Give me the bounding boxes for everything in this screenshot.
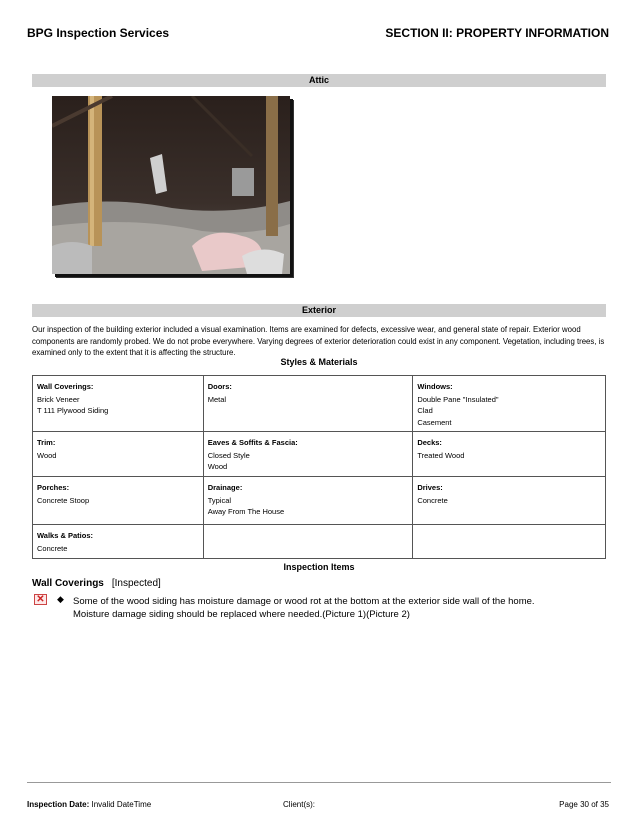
styles-row [33, 525, 606, 559]
footer-page-number: Page 30 of 35 [559, 800, 609, 809]
styles-row [33, 477, 606, 525]
section-title: SECTION II: PROPERTY INFORMATION [385, 26, 609, 40]
styles-row [33, 376, 606, 432]
styles-cell [413, 432, 606, 477]
styles-cell-heading: Wall Coverings: [37, 382, 94, 391]
styles-cell-heading: Trim: [37, 438, 56, 447]
styles-cell [203, 376, 413, 432]
styles-cell-value: Clad [417, 406, 433, 415]
styles-cell [413, 477, 606, 525]
item-status: [Inspected] [111, 578, 161, 589]
styles-row [33, 432, 606, 477]
styles-cell-heading: Windows: [417, 382, 453, 391]
styles-materials-title: Styles & Materials [280, 357, 358, 367]
footer-clients-label: Client(s): [283, 800, 316, 809]
styles-cell-heading: Porches: [37, 483, 70, 492]
attic-photo[interactable] [52, 96, 290, 274]
styles-cell-heading: Drainage: [207, 483, 243, 492]
styles-cell-value: Brick Veneer [37, 394, 80, 404]
styles-cell-value: T 111 Plywood Siding [37, 406, 109, 415]
styles-cell-value: Metal [207, 394, 227, 404]
styles-cell [33, 432, 204, 477]
date-value: Invalid DateTime [91, 800, 152, 809]
item-name: Wall Coverings [32, 578, 104, 589]
styles-materials-table [32, 375, 606, 559]
styles-cell [203, 477, 413, 525]
styles-cell-value: Typical [207, 495, 232, 505]
styles-cell-value: Double Pane "Insulated" [417, 394, 499, 404]
styles-cell-value: Wood [207, 462, 228, 471]
styles-cell [203, 525, 413, 559]
styles-cell-value: Concrete [37, 543, 68, 553]
footer-divider [27, 782, 611, 783]
inspection-items-title: Inspection Items [283, 562, 355, 572]
styles-cell-value: Concrete Stoop [37, 495, 90, 505]
footer-inspection-date [27, 800, 151, 809]
styles-cell [413, 376, 606, 432]
attic-section-bar: Attic [32, 74, 606, 87]
styles-cell-value: Concrete [417, 495, 448, 505]
exterior-section-bar: Exterior [32, 304, 606, 317]
styles-cell [33, 376, 204, 432]
styles-cell [33, 477, 204, 525]
styles-cell-value: Closed Style [207, 450, 250, 460]
comment-line-1: Some of the wood siding has moisture damage or wood rot at the bottom at the exterior side wall of the home. [73, 596, 535, 607]
styles-cell-value: Treated Wood [417, 450, 465, 460]
date-label: Inspection Date: [27, 800, 90, 809]
styles-cell-value: Casement [417, 417, 452, 427]
inspection-item-heading [32, 578, 161, 589]
company-name: BPG Inspection Services [27, 26, 170, 40]
styles-cell-heading: Drives: [417, 483, 443, 492]
styles-cell [203, 432, 413, 477]
attic-photo-image [52, 96, 290, 274]
styles-cell [33, 525, 204, 559]
styles-cell-heading: Walks & Patios: [37, 531, 93, 540]
styles-cell-heading: Eaves & Soffits & Fascia: [207, 438, 298, 447]
exterior-intro: Our inspection of the building exterior included a visual examination. Items are examined for defects, excessive wear, and general state of repair. Exterior wood components are randomly probed. We do not probe everywhere. Varying degrees of exterior deterioration could exist in any component. Vegetation, including trees, is examined only to the extent that it is affecting the structure. [32, 325, 605, 357]
inspection-comment [73, 595, 603, 621]
styles-cell-heading: Doors: [207, 382, 232, 391]
styles-cell-value: Away From The House [207, 507, 285, 516]
styles-cell-heading: Decks: [417, 438, 442, 447]
diamond-bullet-icon: ◆ [57, 594, 64, 604]
comment-line-2: Moisture damage siding should be replaced where needed.(Picture 1)(Picture 2) [73, 609, 410, 620]
styles-cell-value: Wood [37, 450, 57, 460]
red-x-icon: ✕ [34, 594, 47, 605]
styles-cell [413, 525, 606, 559]
